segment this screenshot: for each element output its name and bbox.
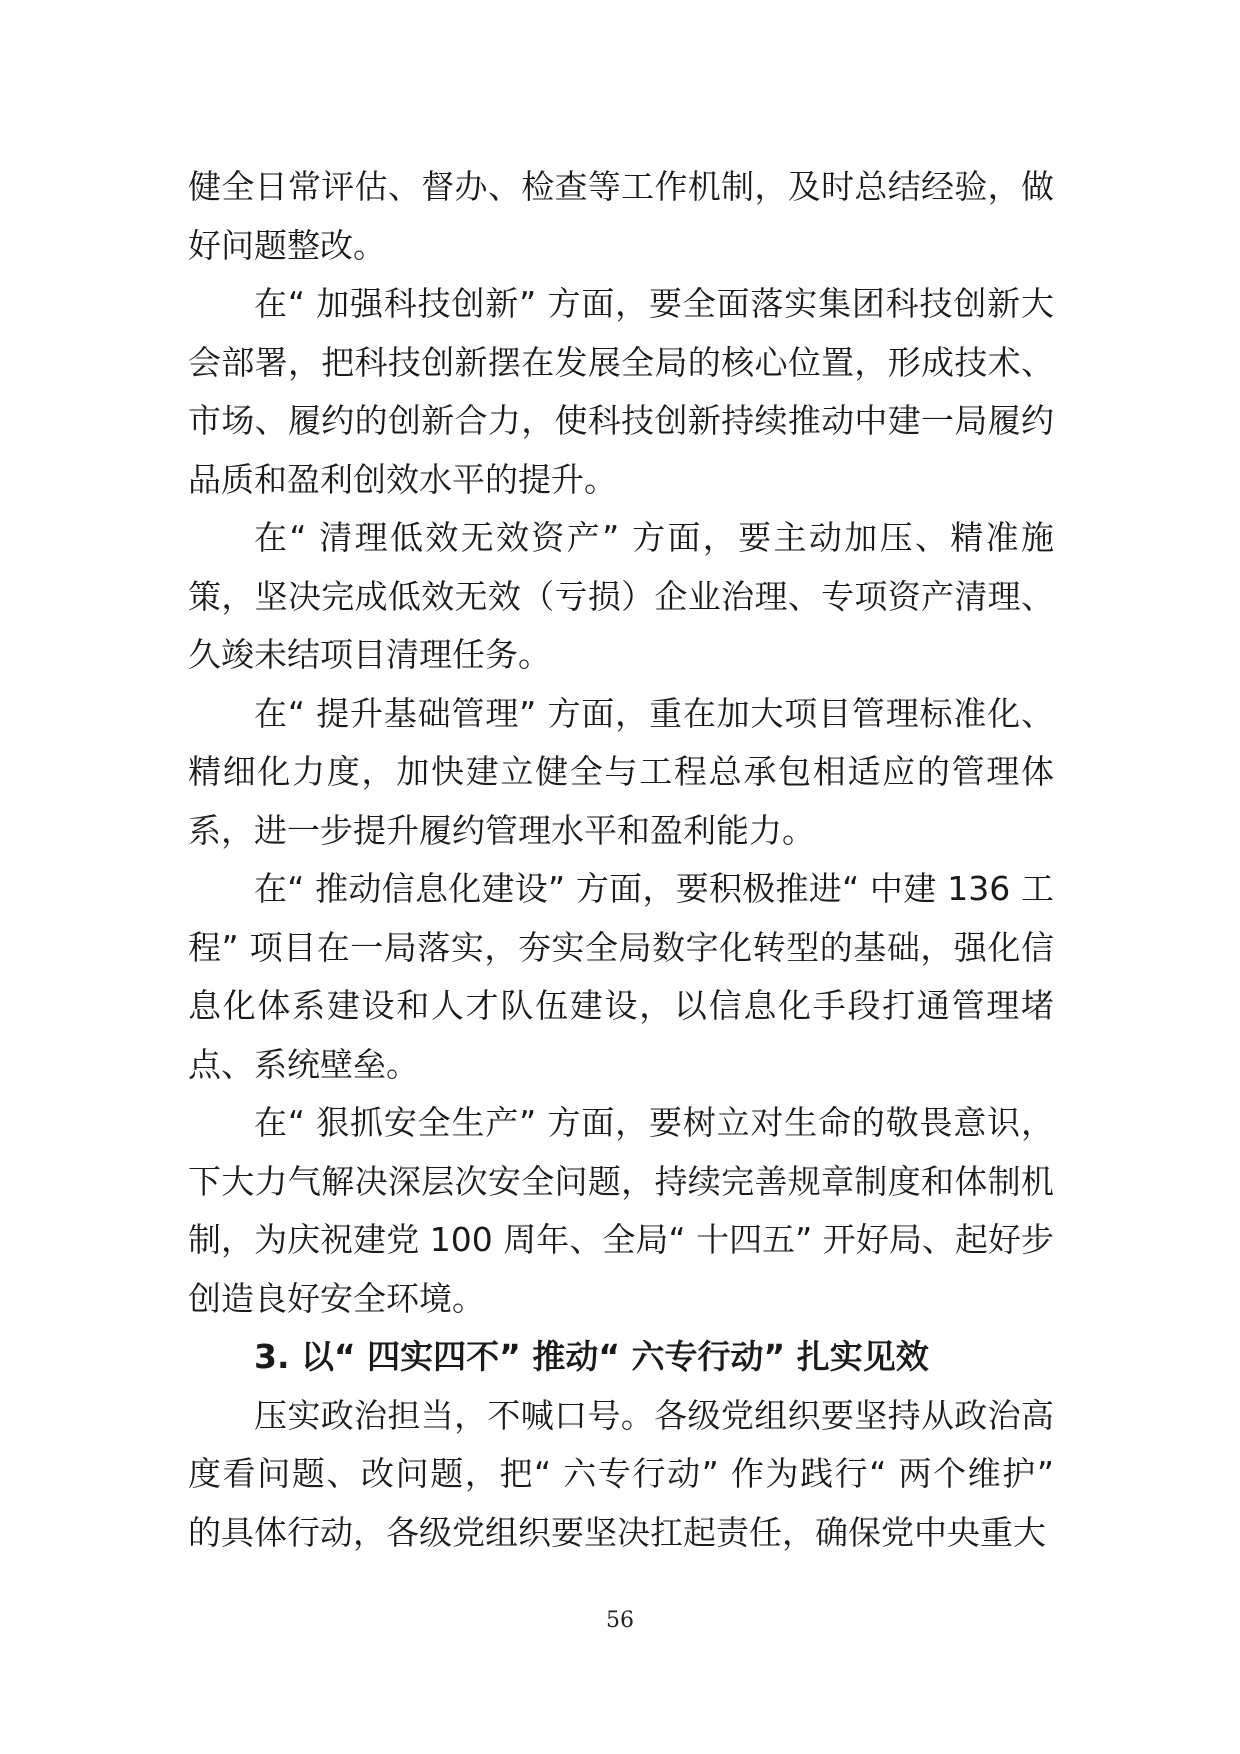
paragraph-political-responsibility: 压实政治担当，不喊口号。各级党组织要坚持从政治高度看问题、改问题，把“ 六专行动” 作为践行“ 两个维护” 的具体行动，各级党组织要坚决扛起责任，确保党中央重大 <box>188 1395 1054 1552</box>
page-number: 56 <box>606 1608 634 1633</box>
paragraph-informatization: 在“ 推动信息化建设” 方面，要积极推进“ 中建 136 工程” 项目在一局落实，夯实全局数字化转型的基础，强化信息化体系建设和人才队伍建设，以信息化手段打通管理堵点、系统壁垒。 <box>188 869 1054 1084</box>
paragraph-asset-cleanup: 在“ 清理低效无效资产” 方面，要主动加压、精准施策，坚决完成低效无效（亏损）企业治理、专项资产清理、久竣未结项目清理任务。 <box>188 518 1054 674</box>
paragraph-tech-innovation: 在“ 加强科技创新” 方面，要全面落实集团科技创新大会部署，把科技创新摆在发展全局的核心位置，形成技术、市场、履约的创新合力，使科技创新持续推动中建一局履约品质和盈利创效水平的提升。 <box>188 284 1054 499</box>
paragraph-basic-management: 在“ 提升基础管理” 方面，重在加大项目管理标准化、精细化力度，加快建立健全与工程总承包相适应的管理体系，进一步提升履约管理水平和盈利能力。 <box>188 693 1054 850</box>
document-body <box>188 158 1054 1562</box>
section-heading: 3. 以“ 四实四不” 推动“ 六专行动” 扎实见效 <box>254 1337 929 1376</box>
paragraph-safety-production: 在“ 狠抓安全生产” 方面，要树立对生命的敬畏意识，下大力气解决深层次安全问题，持续完善规章制度和体制机制，为庆祝建党 100 周年、全局“ 十四五” 开好局、起好步创造良好安全环境。 <box>188 1103 1054 1318</box>
paragraph-continuation: 健全日常评估、督办、检查等工作机制，及时总结经验，做好问题整改。 <box>188 167 1054 265</box>
